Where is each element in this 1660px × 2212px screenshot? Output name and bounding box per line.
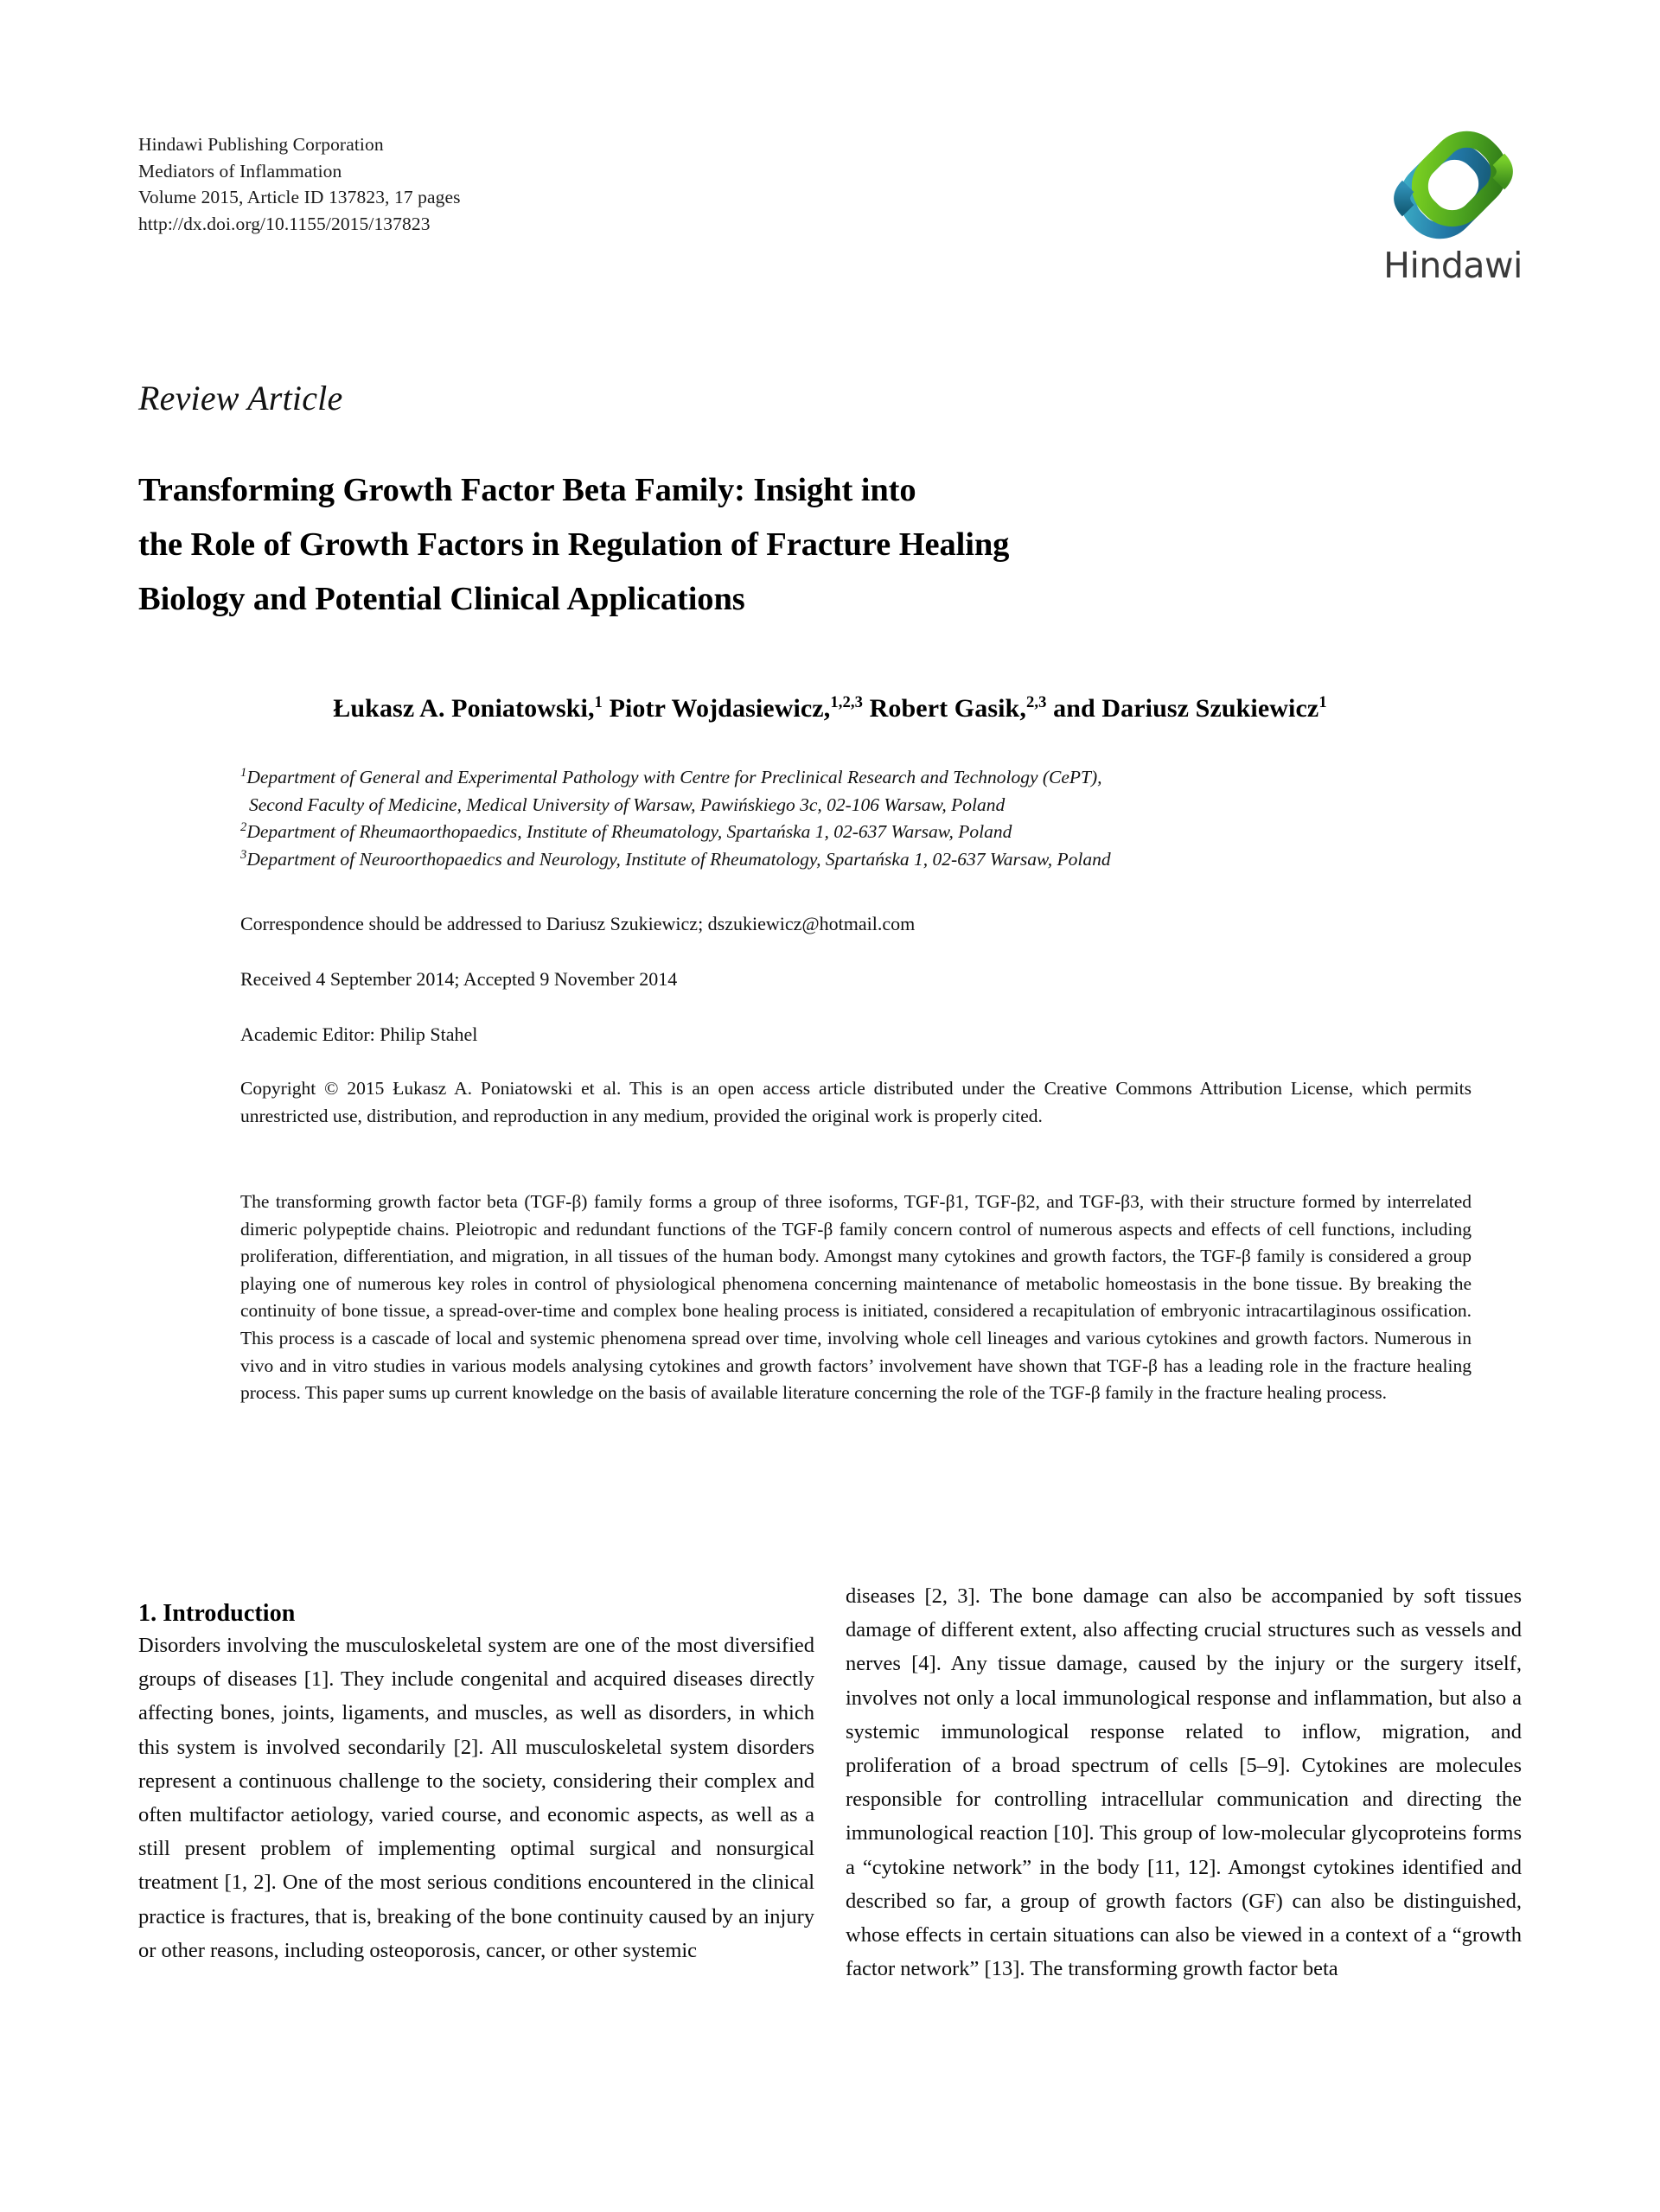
author [870, 694, 1047, 723]
publisher-name: Hindawi Publishing Corporation [138, 134, 384, 155]
affiliation-item-cont: Second Faculty of Medicine, Medical University of Warsaw, Pawińskiego 3c, 02-106 Warsaw, Poland [249, 794, 1006, 815]
author-name: Piotr Wojdasiewicz, [609, 694, 831, 723]
doi-link[interactable]: http://dx.doi.org/10.1155/2015/137823 [138, 213, 431, 234]
author-affiliation-marker: 1,2,3 [830, 693, 864, 711]
body-column-right: diseases [2, 3]. The bone damage can also be accompanied by soft tissues damage of different extent, also affecting crucial structures such as vessels and nerves [4]. Any tissue damage, caused by the injury or the surgery itself, involves not only a local immunological response and inflammation, but also a systemic immunological response related to inflow, migration, and proliferation of a broad spectrum of cells [5–9]. Cytokines are molecules responsible for controlling intracellular communication and directing the immunological reaction [10]. This group of low-molecular glycoproteins forms a “cytokine network” in the body [11, 12]. Amongst cytokines identified and described so far, a group of growth factors (GF) can also be distinguished, whose effects in certain situations can also be viewed in a context of a “growth factor network” [13]. The transforming growth factor beta [846, 1584, 1522, 1981]
masthead [138, 131, 916, 237]
page-title [138, 463, 1522, 627]
article-type: Review Article [138, 379, 343, 418]
affiliation-text: Department of Rheumaorthopaedics, Institute of Rheumatology, Spartańska 1, 02-637 Warsaw, Poland [246, 821, 1012, 842]
section-heading-introduction: 1. Introduction [138, 1600, 296, 1628]
hindawi-logo [1360, 130, 1546, 285]
title-line-1: Transforming Growth Factor Beta Family: Insight into [138, 471, 916, 508]
author-list [0, 692, 1660, 726]
affiliation-marker: 1 [240, 765, 247, 780]
affiliation-text: Department of Neuroorthopaedics and Neurology, Institute of Rheumatology, Spartańska 1, 02-637 Warsaw, Poland [246, 848, 1111, 870]
journal-name: Mediators of Inflammation [138, 160, 342, 182]
volume-info: Volume 2015, Article ID 137823, 17 pages [138, 187, 461, 207]
author-affiliation-marker: 2,3 [1025, 693, 1047, 711]
affiliation-item [240, 764, 1468, 792]
author-affiliation-marker: 1 [1318, 693, 1327, 711]
affiliation-item [240, 819, 1468, 846]
affiliation-list [240, 764, 1468, 873]
author-name: Łukasz A. Poniatowski, [333, 694, 595, 723]
author [1053, 694, 1327, 723]
author-name: and Dariusz Szukiewicz [1053, 694, 1319, 723]
title-line-3: Biology and Potential Clinical Applications [138, 580, 745, 617]
copyright-notice: Copyright © 2015 Łukasz A. Poniatowski et al. This is an open access article distributed under the Creative Commons Attribution License, which permits unrestricted use, distribution, and reproduction in any medium, provided the original work is properly cited. [240, 1078, 1472, 1126]
received-accepted-dates: Received 4 September 2014; Accepted 9 November 2014 [240, 968, 678, 990]
author-affiliation-marker: 1 [594, 693, 603, 711]
hindawi-wordmark: Hindawi [1383, 245, 1523, 286]
abstract: The transforming growth factor beta (TGF-β) family forms a group of three isoforms, TGF-β1, TGF-β2, and TGF-β3, with their structure formed by interrelated dimeric polypeptide chains. Pleiotropic and redundant functions of the TGF-β family concern control of numerous aspects and effects of cell functions, including proliferation, differentiation, and migration, in all tissues of the human body. Amongst many cytokines and growth factors, the TGF-β family is considered a group playing one of numerous key roles in control of physiological phenomena concerning maintenance of metabolic homeostasis in the bone tissue. By breaking the continuity of bone tissue, a spread-over-time and complex bone healing process is initiated, considered a recapitulation of embryonic intracartilaginous ossification. This process is a cascade of local and systemic phenomena spread over time, involving whole cell lineages and various cytokines and growth factors. Numerous in vivo and in vitro studies in various models analysing cytokines and growth factors’ involvement have shown that TGF-β has a leading role in the fracture healing process. This paper sums up current knowledge on the basis of available literature concerning the role of the TGF-β family in the fracture healing process. [240, 1191, 1472, 1404]
academic-editor: Academic Editor: Philip Stahel [240, 1023, 478, 1045]
title-line-2: the Role of Growth Factors in Regulation of Fracture Healing [138, 526, 1010, 563]
correspondence-note: Correspondence should be addressed to Dariusz Szukiewicz; dszukiewicz@hotmail.com [240, 913, 916, 934]
author-name: Robert Gasik, [869, 694, 1026, 723]
author [610, 694, 863, 723]
author [333, 694, 603, 723]
body-column-left: Disorders involving the musculoskeletal system are one of the most diversified groups of diseases [1]. They include congenital and acquired diseases directly affecting bones, joints, ligaments, and muscles, as well as disorders, in which this system is involved secondarily [2]. All musculoskeletal system disorders represent a continuous challenge to the society, considering their complex and often multifactor aetiology, varied course, and economic aspects, as well as a still present problem of implementing optimal surgical and nonsurgical treatment [1, 2]. One of the most serious conditions encountered in the clinical practice is fractures, that is, breaking of the bone continuity caused by an injury or other reasons, including osteoporosis, cancer, or other systemic [138, 1634, 814, 1962]
affiliation-item [240, 846, 1468, 874]
affiliation-marker: 3 [240, 847, 247, 862]
interlocking-rings-icon [1372, 130, 1535, 244]
affiliation-marker: 2 [240, 819, 247, 834]
affiliation-text: Department of General and Experimental Pathology with Centre for Preclinical Research and Technology (CePT), [246, 767, 1102, 787]
